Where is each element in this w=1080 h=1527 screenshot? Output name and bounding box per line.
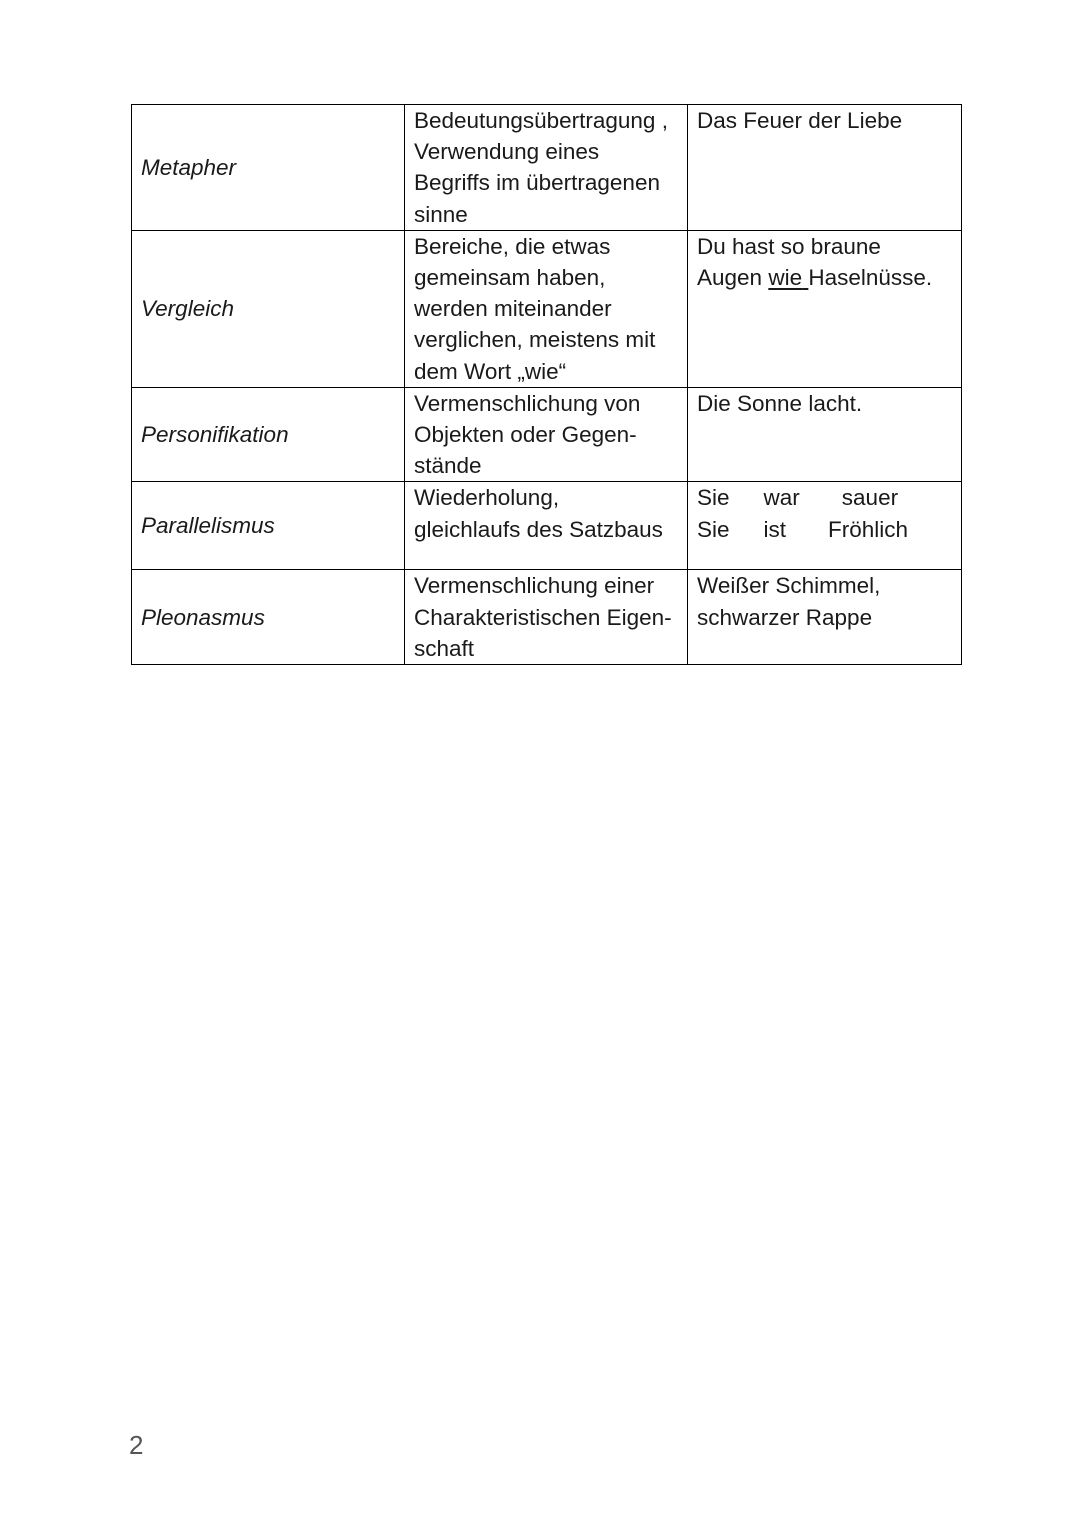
definition-cell	[405, 230, 688, 387]
stylistic-devices-table	[131, 104, 962, 665]
example-line	[697, 482, 952, 513]
table-row	[132, 105, 962, 231]
term-cell	[132, 105, 405, 231]
example-line: schwarzer Rappe	[697, 604, 873, 630]
term-label: Metapher	[141, 154, 237, 180]
definition-line: stände	[414, 453, 482, 479]
definition-line: Vermenschlichung einer	[414, 573, 655, 599]
definition-cell	[405, 570, 688, 665]
definition-line: werden miteinander	[414, 296, 612, 322]
definition-line: Vermenschlichung von	[414, 390, 641, 416]
definition-line: verglichen, meistens mit	[414, 327, 656, 353]
term-label: Vergleich	[141, 296, 234, 322]
definition-line: Bereiche, die etwas	[414, 233, 611, 259]
definition-line: Charakteristischen Eigen-	[414, 604, 672, 630]
definition-line: Bedeutungsübertragung ,	[414, 108, 668, 133]
term-cell	[132, 230, 405, 387]
page-number: 2	[129, 1430, 144, 1460]
example-cell	[688, 387, 962, 482]
term-label: Personifikation	[141, 422, 289, 448]
example-word: war	[763, 485, 800, 511]
term-cell	[132, 570, 405, 665]
example-line	[697, 262, 952, 293]
table-row	[132, 230, 962, 387]
definition-line: schaft	[414, 635, 475, 661]
definition-cell	[405, 105, 688, 231]
table-row	[132, 570, 962, 665]
example-word: Fröhlich	[828, 516, 909, 542]
table-row	[132, 482, 962, 570]
example-word: Sie	[697, 516, 730, 542]
example-line: Das Feuer der Liebe	[697, 108, 903, 133]
definition-line: gleichlaufs des Satzbaus	[414, 516, 663, 542]
example-cell	[688, 482, 962, 570]
underlined-word: wie	[768, 265, 803, 291]
example-cell	[688, 230, 962, 387]
example-line	[697, 514, 952, 545]
term-cell	[132, 387, 405, 482]
definition-line: Begriffs im übertragenen	[414, 170, 660, 196]
term-label: Parallelismus	[141, 513, 275, 539]
example-word: Haselnüsse.	[808, 265, 933, 291]
definition-cell	[405, 387, 688, 482]
term-cell	[132, 482, 405, 570]
table-row	[132, 387, 962, 482]
example-line: Du hast so braune	[697, 233, 881, 259]
definition-line: gemeinsam haben,	[414, 265, 606, 291]
definition-line: sinne	[414, 201, 468, 227]
definition-cell	[405, 482, 688, 570]
example-word: sauer	[841, 485, 899, 511]
example-cell	[688, 570, 962, 665]
example-line: Die Sonne lacht.	[697, 390, 863, 416]
definition-line: Objekten oder Gegen-	[414, 422, 637, 448]
example-word: Sie	[697, 485, 730, 511]
example-cell	[688, 105, 962, 231]
example-word: ist	[763, 516, 787, 542]
definition-line: Verwendung eines	[414, 139, 600, 165]
term-label: Pleonasmus	[141, 604, 265, 630]
example-word: Augen	[697, 265, 763, 291]
example-line: Weißer Schimmel,	[697, 573, 881, 599]
definition-line: dem Wort „wie“	[414, 358, 567, 384]
definition-line: Wiederholung,	[414, 485, 560, 511]
